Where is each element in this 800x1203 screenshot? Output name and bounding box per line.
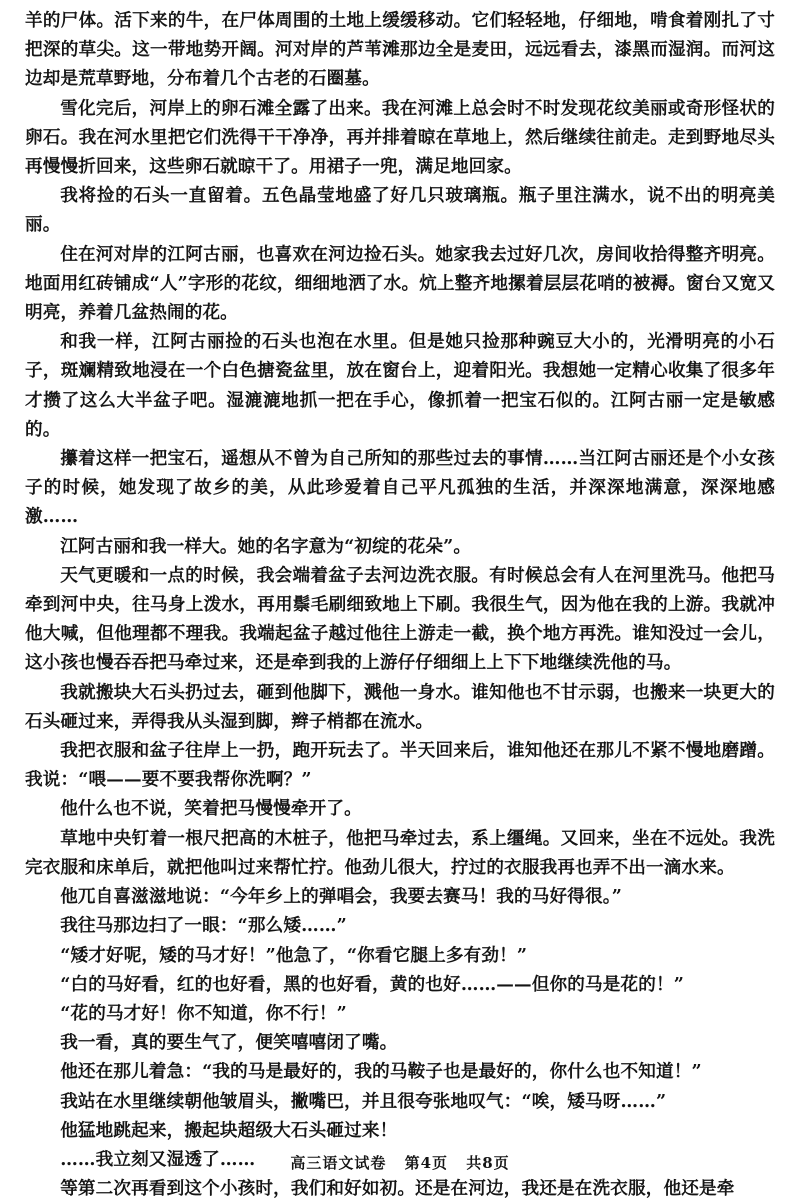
total-pages: 共8页 bbox=[466, 1154, 510, 1172]
paragraph-5: 和我一样，江阿古丽捡的石头也泡在水里。但是她只捡那种豌豆大小的，光滑明亮的小石子，斑斓精致地浸在一个白色搪瓷盆里，放在窗台上，迎着阳光。我想她一定精心收集了很多年才攒了这么大半盆子吧。湿漉漉地抓一把在手心，像抓着一把宝石似的。江阿古丽一定是敏感的。 bbox=[25, 331, 775, 440]
paragraph-22: ……我立刻又湿透了…… bbox=[60, 1148, 256, 1170]
paragraph-3: 我将捡的石头一直留着。五色晶莹地盛了好几只玻璃瓶。瓶子里注满水，说不出的明亮美丽。 bbox=[25, 185, 775, 236]
paragraph-19: 他还在那儿着急：“我的马是最好的，我的马鞍子也是最好的，你什么也不知道！” bbox=[60, 1061, 702, 1083]
paragraph-1: 羊的尸体。活下来的牛，在尸体周围的土地上缓缓移动。它们轻轻地，仔细地，啃食着刚扎了寸把深的草尖。这一带地势开阔。河对岸的芦苇滩那边全是麦田，远远看去，漆黑而湿润。而河这边却是荒草野地，分布着几个古老的石圈墓。 bbox=[25, 10, 775, 90]
page-footer bbox=[0, 1152, 800, 1173]
paragraph-11: 他什么也不说，笑着把马慢慢牵开了。 bbox=[60, 798, 362, 820]
paragraph-10: 我把衣服和盆子往岸上一扔，跑开玩去了。半天回来后，谁知他还在那儿不紧不慢地磨蹭。我说：“喂——要不要我帮你洗啊？” bbox=[25, 740, 775, 791]
paragraph-23: 等第二次再看到这个小孩时，我们和好如初。还是在河边，我还是在洗衣服，他还是牵 bbox=[60, 1178, 735, 1200]
paragraph-2: 雪化完后，河岸上的卵石滩全露了出来。我在河滩上总会时不时发现花纹美丽或奇形怪状的卵石。我在河水里把它们洗得干干净净，再并排着晾在草地上，然后继续往前走。走到野地尽头再慢慢折回来，这些卵石就晾干了。用裙子一兜，满足地回家。 bbox=[25, 97, 775, 178]
exam-title: 高三语文试卷 bbox=[290, 1154, 387, 1172]
paragraph-20: 我站在水里继续朝他皱眉头，撇嘴巴，并且很夸张地叹气：“唉，矮马呀……” bbox=[60, 1090, 667, 1112]
passage-body bbox=[25, 6, 775, 1203]
paragraph-12: 草地中央钉着一根尺把高的木桩子，他把马牵过去，系上缰绳。又回来，坐在不远处。我洗完衣服和床单后，就把他叫过来帮忙拧。他劲儿很大，拧过的衣服我再也弄不出一滴水来。 bbox=[25, 827, 775, 878]
paragraph-14: 我往马那边扫了一眼：“那么矮……” bbox=[60, 915, 347, 937]
paragraph-4: 住在河对岸的江阿古丽，也喜欢在河边捡石头。她家我去过好几次，房间收拾得整齐明亮。地面用红砖铺成“人”字形的花纹，细细地洒了水。炕上整齐地摞着层层花哨的被褥。窗台又宽又明亮，养着几盆热闹的花。 bbox=[25, 243, 775, 324]
paragraph-13: 他兀自喜滋滋地说：“今年乡上的弹唱会，我要去赛马！我的马好得很。” bbox=[60, 886, 622, 908]
paragraph-21: 他猛地跳起来，搬起块超级大石头砸过来！ bbox=[60, 1119, 398, 1141]
paragraph-8: 天气更暖和一点的时候，我会端着盆子去河边洗衣服。有时候总会有人在河里洗马。他把马牵到河中央，往马身上泼水，再用鬃毛刷细致地上下刷。我很生气，因为他在我的上游。我就冲他大喊，但他理都不理我。我端起盆子越过他往上游走一截，换个地方再洗。谁知没过一会儿，这小孩也慢吞吞把马牵过来，还是牵到我的上游仔仔细细上上下下地继续洗他的马。 bbox=[25, 564, 775, 674]
paragraph-16: “白的马好看，红的也好看，黑的也好看，黄的也好……——但你的马是花的！” bbox=[60, 973, 685, 995]
paragraph-7: 江阿古丽和我一样大。她的名字意为“初绽的花朵”。 bbox=[60, 535, 472, 557]
paragraph-9: 我就搬块大石头扔过去，砸到他脚下，溅他一身水。谁知他也不甘示弱，也搬来一块更大的石头砸过来，弄得我从头湿到脚，辫子梢都在流水。 bbox=[25, 681, 775, 732]
paragraph-6: 攥着这样一把宝石，遥想从不曾为自己所知的那些过去的事情……当江阿古丽还是个小女孩子的时候，她发现了故乡的美，从此珍爱着自己平凡孤独的生活，并深深地满意，深深地感激…… bbox=[25, 448, 775, 528]
page-number: 第4页 bbox=[404, 1154, 448, 1172]
paragraph-18: 我一看，真的要生气了，便笑嘻嘻闭了嘴。 bbox=[60, 1032, 398, 1054]
paragraph-15: “矮才好呢，矮的马才好！”他急了，“你看它腿上多有劲！” bbox=[60, 944, 528, 966]
paragraph-17: “花的马才好！你不知道，你不行！” bbox=[60, 1002, 347, 1024]
